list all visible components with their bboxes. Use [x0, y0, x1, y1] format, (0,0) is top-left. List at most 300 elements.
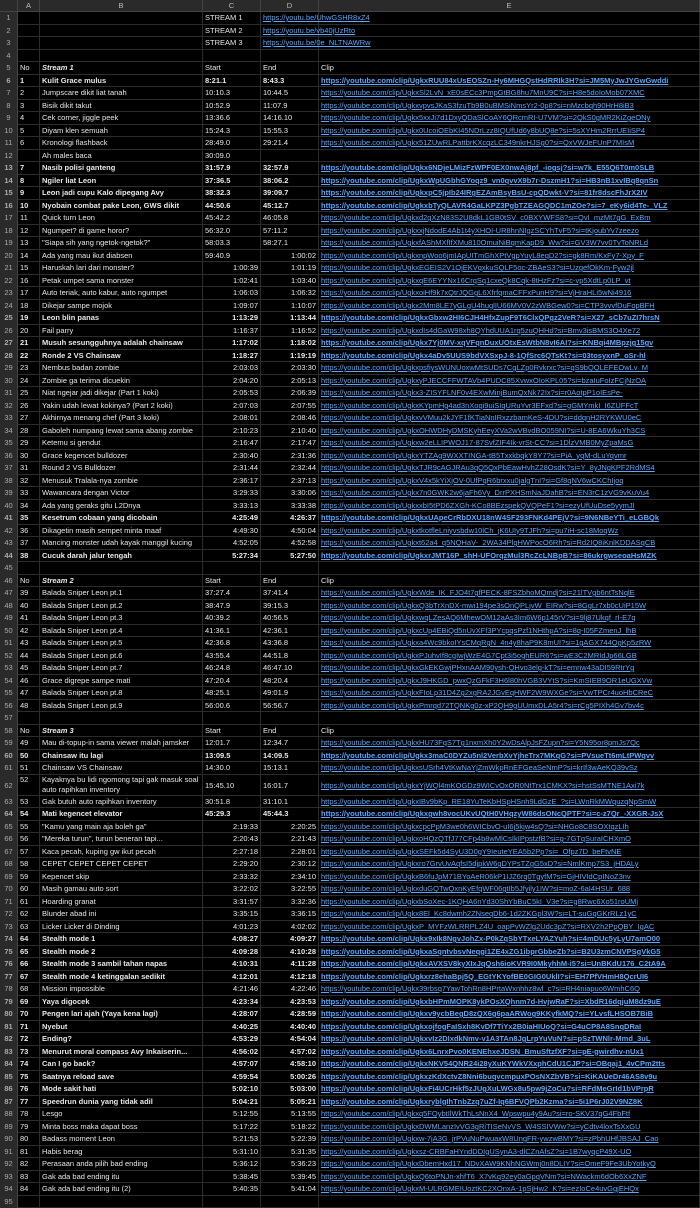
cell-start[interactable]: 45:42.2	[203, 212, 261, 225]
cell-end[interactable]: 49:01.9	[261, 687, 319, 700]
cell-start[interactable]: 2:27:18	[203, 846, 261, 859]
cell-clip[interactable]: https://youtube.com/clip/UgkxFIoLp31D4Zg2xgRA2JGvEqHWF2W9WXGe?si=VwTPCr4uoHbCReC	[319, 687, 700, 700]
cell-start[interactable]: 4:28:07	[203, 1008, 261, 1021]
cell-start[interactable]: 2:10:23	[203, 425, 261, 438]
cell-title[interactable]: Lesgo	[40, 1108, 203, 1121]
cell-title[interactable]: Masih gamau auto sort	[40, 883, 203, 896]
cell-end[interactable]: End	[261, 575, 319, 588]
row-number[interactable]: 8	[0, 100, 18, 113]
cell-no[interactable]: 67	[18, 971, 40, 984]
row-number[interactable]: 22	[0, 275, 18, 288]
cell-start[interactable]: 1:00:39	[203, 262, 261, 275]
row-number[interactable]: 70	[0, 883, 18, 896]
cell-clip[interactable]: https://youtube.com/clip/Ugkxrz8ehaBpj5Q_EGtYKYofBE0GIG0UklI?si=EH7PfVHmH8QcrUI6	[319, 971, 700, 984]
cell-clip[interactable]: https://youtube.com/clip/Ugkxq5FQybtIlWkThLsNnX4_Wpswpu4y9Au?si=ro-SKV37qG4FbFtf	[319, 1108, 700, 1121]
cell-end[interactable]: 4:54:04	[261, 1033, 319, 1046]
cell-start[interactable]: 2:08:01	[203, 412, 261, 425]
cell-title[interactable]: Ada yang mau ikut diabsen	[40, 250, 203, 263]
cell-no[interactable]: 59	[18, 871, 40, 884]
cell-start[interactable]: 4:10:31	[203, 958, 261, 971]
cell-start[interactable]: 56:32.0	[203, 225, 261, 238]
cell-no[interactable]: 24	[18, 375, 40, 388]
cell-start[interactable]: 13:09.5	[203, 750, 261, 763]
row-number[interactable]: 75	[0, 946, 18, 959]
cell-end[interactable]: https://youtu.be/UhwGSHR8xZ4	[261, 12, 319, 25]
cell-start[interactable]: 1:17:02	[203, 337, 261, 350]
cell-clip[interactable]: https://youtube.com/clip/UgkxoiHf9k7xQtrJQGgL6XfrfqmaCFFxPunH9?si=VjHraHLi5wNi4916	[319, 287, 700, 300]
cell-start[interactable]: 4:56:02	[203, 1046, 261, 1059]
cell-title[interactable]: Habis berag	[40, 1146, 203, 1159]
cell-no[interactable]: 74	[18, 1058, 40, 1071]
cell-start[interactable]: Start	[203, 575, 261, 588]
cell-end[interactable]: 15:13.1	[261, 762, 319, 775]
cell-end[interactable]	[261, 1196, 319, 1208]
cell-end[interactable]: 1:19:19	[261, 350, 319, 363]
cell-no[interactable]: 66	[18, 958, 40, 971]
cell-title[interactable]: "Kamu yang main aja boleh ga"	[40, 821, 203, 834]
cell-no[interactable]: 41	[18, 612, 40, 625]
cell-start[interactable]: 42:36.8	[203, 637, 261, 650]
cell-end[interactable]: 5:39:45	[261, 1171, 319, 1184]
cell-end[interactable]: 3:33:38	[261, 500, 319, 513]
column-header-e[interactable]: E	[319, 0, 700, 11]
cell-end[interactable]: 45:44.3	[261, 808, 319, 821]
cell-clip[interactable]: https://youtube.com/clip/UgkxYTZAg9WXXTINGA-tB5TxxkbqkY8Y7?si=PiA_yqM-dLuYqvmr	[319, 450, 700, 463]
cell-start[interactable]: 1:09:07	[203, 300, 261, 313]
row-number[interactable]: 45	[0, 562, 18, 575]
cell-no[interactable]: 79	[18, 1121, 40, 1134]
cell-clip[interactable]: https://youtube.com/clip/UgkxRUU84xUsEOSZn-Hy6MHGQstHdRRIk3H?si=JM5MyJwJYGwGwddi	[319, 75, 700, 88]
cell-end[interactable]: https://youtu.be/0e_NLTNAWRw	[261, 37, 319, 50]
cell-start[interactable]: 5:17:22	[203, 1121, 261, 1134]
cell-end[interactable]: 5:31:35	[261, 1146, 319, 1159]
cell-title[interactable]: Grace kegencet bulldozer	[40, 450, 203, 463]
row-number[interactable]: 25	[0, 312, 18, 325]
row-number[interactable]: 26	[0, 325, 18, 338]
cell-no[interactable]: 9	[18, 187, 40, 200]
row-number[interactable]: 12	[0, 150, 18, 163]
cell-title[interactable]	[40, 25, 203, 38]
cell-no[interactable]	[18, 12, 40, 25]
cell-end[interactable]	[261, 712, 319, 725]
cell-no[interactable]: 46	[18, 675, 40, 688]
cell-clip[interactable]: https://youtube.com/clip/Ugkx51ZUwRLPattbrKXcqzLC349nkrHJSg0?si=QxVWJeFUnP7MIsM	[319, 137, 700, 150]
cell-start[interactable]: 40:39.2	[203, 612, 261, 625]
cell-no[interactable]: 50	[18, 750, 40, 763]
cell-start[interactable]: 4:49:30	[203, 525, 261, 538]
cell-clip[interactable]: https://youtube.com/clip/UgkxvVMuu2kJYF1fKTiaNnIRxzzbamKeS-4DU?si=ddqnH2RYKWU0eC	[319, 412, 700, 425]
row-number[interactable]: 19	[0, 237, 18, 250]
cell-title[interactable]: Bisik dikit takut	[40, 100, 203, 113]
cell-start[interactable]	[203, 712, 261, 725]
row-number[interactable]: 38	[0, 475, 18, 488]
cell-start[interactable]: 14:30.0	[203, 762, 261, 775]
cell-end[interactable]: 16:01.7	[261, 775, 319, 796]
cell-clip[interactable]	[319, 12, 700, 25]
cell-start[interactable]: Start	[203, 62, 261, 75]
cell-title[interactable]: Speedrun dunia yang tidak adil	[40, 1096, 203, 1109]
cell-end[interactable]: 4:40:40	[261, 1021, 319, 1034]
cell-clip[interactable]: https://youtube.com/clip/UgkxPJuhvIf8cgIwjWzE4G7Cpt3i5oghEUR6?si=wE3C2MRIdJp66LGB	[319, 650, 700, 663]
cell-title[interactable]: Dikagetin masih sempet minta maaf	[40, 525, 203, 538]
cell-start[interactable]: 10:10.3	[203, 87, 261, 100]
cell-clip[interactable]: https://youtube.com/clip/Ugkxt62a4_q5NQHaV-_2WA34PlgHWPocO6Rh?si=Rd2IQ8iKnlKDDASqCB	[319, 537, 700, 550]
cell-start[interactable]: 45:29.3	[203, 808, 261, 821]
cell-end[interactable]: 5:05:21	[261, 1096, 319, 1109]
row-number[interactable]: 51	[0, 637, 18, 650]
cell-start[interactable]: 3:22:02	[203, 883, 261, 896]
cell-start[interactable]: 5:02:10	[203, 1083, 261, 1096]
cell-clip[interactable]: https://youtube.com/clip/UgkxvpvsJKaS3fzuTb9B0uBMSiNmsYr2-0p8?si=nMzcbqh90HrH8iB3	[319, 100, 700, 113]
cell-end[interactable]: 8:43.3	[261, 75, 319, 88]
cell-title[interactable]: Petak umpet sama monster	[40, 275, 203, 288]
row-number[interactable]: 24	[0, 300, 18, 313]
column-header-a[interactable]: A	[18, 0, 40, 11]
cell-start[interactable]: 5:38:45	[203, 1171, 261, 1184]
cell-title[interactable]: Balada Sniper Leon pt.7	[40, 662, 203, 675]
cell-start[interactable]: 2:16:47	[203, 437, 261, 450]
cell-no[interactable]: 71	[18, 1021, 40, 1034]
cell-title[interactable]: Minta boss maka dapat boss	[40, 1121, 203, 1134]
cell-no[interactable]: 37	[18, 537, 40, 550]
cell-end[interactable]: 31:10.1	[261, 796, 319, 809]
cell-no[interactable]	[18, 562, 40, 575]
row-number[interactable]: 86	[0, 1083, 18, 1096]
cell-start[interactable]: 4:52:05	[203, 537, 261, 550]
cell-no[interactable]: 82	[18, 1158, 40, 1171]
cell-clip[interactable]: https://youtube.com/clip/UgkxaSqntvbsvNeqgi1ZE4xZG1ibprGbbeZb?si=B2U3zmCNVPSgVkG5	[319, 946, 700, 959]
row-number[interactable]: 18	[0, 225, 18, 238]
cell-clip[interactable]: https://youtube.com/clip/UgkxyPJECCFFWTAVb4PUDC85XvwxOIoKPL05?si=bzaIuFoIzFCjNzOA	[319, 375, 700, 388]
cell-end[interactable]: 12:34.7	[261, 737, 319, 750]
cell-end[interactable]: 58:27.1	[261, 237, 319, 250]
cell-end[interactable]: 5:00:26	[261, 1071, 319, 1084]
cell-end[interactable]: 4:22:46	[261, 983, 319, 996]
cell-end[interactable]: 3:30:06	[261, 487, 319, 500]
cell-clip[interactable]: https://youtube.com/clip/UgkxwqLZesAQ6MhewOM12aAs3Im6W6p145rV?si=9lj87Ukqf_rI-E7q	[319, 612, 700, 625]
cell-no[interactable]: 32	[18, 475, 40, 488]
row-number[interactable]: 35	[0, 437, 18, 450]
cell-end[interactable]	[261, 50, 319, 63]
cell-no[interactable]: 10	[18, 200, 40, 213]
cell-end[interactable]: 5:03:00	[261, 1083, 319, 1096]
cell-clip[interactable]: https://youtube.com/clip/UgkxSl2LvN_xE0sECc3PmpGtBG8hu7MnU9C?si=H8e5doIoMob07XMC	[319, 87, 700, 100]
cell-end[interactable]: 3:32:36	[261, 896, 319, 909]
column-header-d[interactable]: D	[261, 0, 319, 11]
row-number[interactable]: 64	[0, 808, 18, 821]
cell-clip[interactable]: https://youtube.com/clip/Ugkx8El_Kc8dwmh2ZNseqDb6-1d2ZKGpl3W?si=LT-suGqGKrRLz1yC	[319, 908, 700, 921]
cell-start[interactable]: 15:45.10	[203, 775, 261, 796]
cell-end[interactable]: 1:03:40	[261, 275, 319, 288]
row-number[interactable]: 95	[0, 1196, 18, 1208]
cell-title[interactable]: Niat ngejar jadi dikejar (Part 1 koki)	[40, 387, 203, 400]
cell-title[interactable]: CEPET CEPET CEPET CEPET	[40, 858, 203, 871]
cell-title[interactable]: Kesetrum cobaan yang dicobain	[40, 512, 203, 525]
cell-clip[interactable]	[319, 25, 700, 38]
cell-no[interactable]: 57	[18, 846, 40, 859]
cell-no[interactable]: 39	[18, 587, 40, 600]
cell-title[interactable]: Gak ada bad ending itu	[40, 1171, 203, 1184]
cell-end[interactable]: 14:16.10	[261, 112, 319, 125]
cell-clip[interactable]: https://youtube.com/clip/Ugkx3maC0DYZu5nl2VerbXvYjheTrx7MKqG?si=PVsueTt6mLtPWqvv	[319, 750, 700, 763]
cell-end[interactable]: 1:16:52	[261, 325, 319, 338]
cell-clip[interactable]: https://youtube.com/clip/UgkxQ6toPNJn-xhfT6_X7vKq92ey0aGpqVNm?si=NWackm6dOb6XxZNF	[319, 1171, 700, 1184]
cell-title[interactable]: Diyam klen semuah	[40, 125, 203, 138]
cell-start[interactable]: 37:27.4	[203, 587, 261, 600]
cell-title[interactable]: Kepencet skip	[40, 871, 203, 884]
cell-end[interactable]: 4:11:28	[261, 958, 319, 971]
cell-clip[interactable]: https://youtube.com/clip/UgkxGkEKGwjPHxnAAM90ysh-QHvo3elg-kT?si=emnw43aDI59RtrYg	[319, 662, 700, 675]
cell-no[interactable]: 27	[18, 412, 40, 425]
row-number[interactable]: 63	[0, 796, 18, 809]
cell-clip[interactable]: https://youtube.com/clip/UgkxtkotfleLniyvsbdw10lCh_jK6UIy9TJFh?si=pu7iH-sc18MoqWz	[319, 525, 700, 538]
cell-clip[interactable]: https://youtube.com/clip/Ugkx9xIk8NgvJohZx-P0kZqSbYTxeLYAZYuh?si=4mDUc5yLyU7amO00	[319, 933, 700, 946]
cell-start[interactable]: 5:12:55	[203, 1108, 261, 1121]
cell-end[interactable]: 48:20.4	[261, 675, 319, 688]
row-number[interactable]: 1	[0, 12, 18, 25]
cell-clip[interactable]: https://youtube.com/clip/UgkxTJR9cAGJRAu3qQ5QxPbEawHvhZ28OsdK?si=Y_8yJNgKPF2RdMS4	[319, 462, 700, 475]
cell-no[interactable]: 52	[18, 775, 40, 796]
corner-cell[interactable]	[0, 0, 18, 11]
cell-clip[interactable]: https://youtube.com/clip/UgkxUApeCrRbDXU18nW4SF293FNKd4PEjV?si=9N6NBeYTi_eLGBQk	[319, 512, 700, 525]
cell-title[interactable]: Stealth mode 1	[40, 933, 203, 946]
cell-start[interactable]: 2:19:33	[203, 821, 261, 834]
cell-clip[interactable]: https://youtube.com/clip/Ugkx7Yj0MV-xqVFqnDuxUOtxEsWtbN8vI6AI?si=KNBqi4MBpzjg15gv	[319, 337, 700, 350]
cell-title[interactable]: Stream 2	[40, 575, 203, 588]
cell-title[interactable]: Stealth mode 3 sambil tahan napas	[40, 958, 203, 971]
cell-title[interactable]: Balada Sniper Leon pt.3	[40, 612, 203, 625]
cell-end[interactable]: 2:21:43	[261, 833, 319, 846]
cell-clip[interactable]: https://youtube.com/clip/Ugkx6NDjeLMizFzWPF0EX0nwAj8pf_-iogsj?si=w7k_E55Q6T0m0SLB	[319, 162, 700, 175]
cell-clip[interactable]: https://youtube.com/clip/UgkxPmrqd72TQNKg0z-xP2QH9gUUmxDLA5r4?si=rCg5PIXh4Gv7bv4c	[319, 700, 700, 713]
cell-start[interactable]: 31:57.9	[203, 162, 261, 175]
cell-clip[interactable]: https://youtube.com/clip/UgkxWpUGbhGYoqz9_vn0qvvX9b7r-DszmH1?si=HB3nB1xvIBq8qnSn	[319, 175, 700, 188]
cell-start[interactable]: STREAM 2	[203, 25, 261, 38]
cell-start[interactable]: 4:12:01	[203, 971, 261, 984]
cell-no[interactable]: 53	[18, 796, 40, 809]
cell-no[interactable]	[18, 150, 40, 163]
cell-clip[interactable]: https://youtube.com/clip/Ugkxw2eLLIPWOJ17-87SvfZIF4Ik-vrSt-CC?si=1DlzVMB0MyZpaMsG	[319, 437, 700, 450]
cell-start[interactable]: 58:03.3	[203, 237, 261, 250]
row-number[interactable]: 34	[0, 425, 18, 438]
row-number[interactable]: 61	[0, 762, 18, 775]
cell-start[interactable]	[203, 1196, 261, 1208]
cell-title[interactable]: Badass moment Leon	[40, 1133, 203, 1146]
cell-clip[interactable]: https://youtube.com/clip/UgkxDbemHxd17_NDvXAW9KNhNGWmj0n8DLIY?si=OmeF9Fe3UbYotkyQ	[319, 1158, 700, 1171]
cell-end[interactable]: 5:41:04	[261, 1183, 319, 1196]
cell-title[interactable]: Pengen lari ajah (Yaya kena lagi)	[40, 1008, 203, 1021]
cell-end[interactable]: 2:03:30	[261, 362, 319, 375]
cell-start[interactable]: 5:27:34	[203, 550, 261, 563]
cell-clip[interactable]: https://youtube.com/clip/UgkxbSoXec-1KQHA6nYd30ShYbBuC5kI_V3e?si=g8Rwc6Xo51roUMj	[319, 896, 700, 909]
row-number[interactable]: 15	[0, 187, 18, 200]
cell-title[interactable]: Menurut moral compass Avy Inkaiserin...	[40, 1046, 203, 1059]
row-number[interactable]: 32	[0, 400, 18, 413]
cell-clip[interactable]: Clip	[319, 575, 700, 588]
cell-start[interactable]: 10:52.9	[203, 100, 261, 113]
cell-start[interactable]: 2:03:03	[203, 362, 261, 375]
cell-start[interactable]: 2:20:43	[203, 833, 261, 846]
cell-no[interactable]: 62	[18, 908, 40, 921]
cell-title[interactable]: Wawancara dengan Victor	[40, 487, 203, 500]
cell-end[interactable]: 1:00:02	[261, 250, 319, 263]
cell-end[interactable]: 5:18:22	[261, 1121, 319, 1134]
cell-start[interactable]: 28:49.0	[203, 137, 261, 150]
cell-end[interactable]: 3:36:15	[261, 908, 319, 921]
cell-title[interactable]: Ngiler liat Leon	[40, 175, 203, 188]
cell-no[interactable]: 31	[18, 462, 40, 475]
cell-no[interactable]: 48	[18, 700, 40, 713]
cell-end[interactable]: 29:21.4	[261, 137, 319, 150]
row-number[interactable]: 37	[0, 462, 18, 475]
row-number[interactable]: 91	[0, 1146, 18, 1159]
cell-title[interactable]	[40, 50, 203, 63]
cell-start[interactable]: 3:33:13	[203, 500, 261, 513]
cell-start[interactable]: 4:21:46	[203, 983, 261, 996]
cell-title[interactable]: Mode sakit hati	[40, 1083, 203, 1096]
cell-title[interactable]	[40, 1196, 203, 1208]
row-number[interactable]: 94	[0, 1183, 18, 1196]
cell-no[interactable]: 3	[18, 100, 40, 113]
row-number[interactable]: 54	[0, 675, 18, 688]
cell-title[interactable]: Mission impossible	[40, 983, 203, 996]
row-number[interactable]: 48	[0, 600, 18, 613]
row-number[interactable]: 57	[0, 712, 18, 725]
row-number[interactable]: 21	[0, 262, 18, 275]
row-number[interactable]: 4	[0, 50, 18, 63]
cell-end[interactable]: 2:28:01	[261, 846, 319, 859]
cell-title[interactable]: Gak ada bad ending itu (2)	[40, 1183, 203, 1196]
cell-no[interactable]: 7	[18, 162, 40, 175]
cell-title[interactable]: Ada yang geraks gitu L2Dnya	[40, 500, 203, 513]
row-number[interactable]: 16	[0, 200, 18, 213]
cell-no[interactable]: 80	[18, 1133, 40, 1146]
cell-end[interactable]: 46:47.10	[261, 662, 319, 675]
row-number[interactable]: 46	[0, 575, 18, 588]
cell-no[interactable]: 21	[18, 337, 40, 350]
cell-no[interactable]: 23	[18, 362, 40, 375]
cell-clip[interactable]: https://youtube.com/clip/UgkxP_MYFzWLRRPLZ4U_oapPvWZlg2Udc3pZ?si=RXV2h2PpQBY_IgAC	[319, 921, 700, 934]
cell-no[interactable]: 65	[18, 946, 40, 959]
cell-title[interactable]: Dikejar sampe mojok	[40, 300, 203, 313]
cell-clip[interactable]: https://youtube.com/clip/UgkxzKdXctvZ8Nni6buqvcmpuxPOsNXZbVB?si=KiKAUeDr46AS8v9u	[319, 1071, 700, 1084]
cell-start[interactable]: 5:40:35	[203, 1183, 261, 1196]
cell-title[interactable]: Hoarding granat	[40, 896, 203, 909]
cell-end[interactable]	[261, 150, 319, 163]
cell-start[interactable]: 1:13:29	[203, 312, 261, 325]
cell-start[interactable]: 4:09:28	[203, 946, 261, 959]
cell-start[interactable]: 12:01.7	[203, 737, 261, 750]
cell-no[interactable]: 78	[18, 1108, 40, 1121]
row-number[interactable]: 67	[0, 846, 18, 859]
cell-clip[interactable]: https://youtube.com/clip/UgkxAVXSV8kyXIxJqQsh6ioKVR9I0MkyhhM-i5?si=UnBKdU176_C2tA9A	[319, 958, 700, 971]
row-number[interactable]: 2	[0, 25, 18, 38]
cell-title[interactable]: Round 2 VS Bulldozer	[40, 462, 203, 475]
row-number[interactable]: 40	[0, 500, 18, 513]
cell-start[interactable]: 5:04:21	[203, 1096, 261, 1109]
cell-no[interactable]: 35	[18, 512, 40, 525]
cell-end[interactable]: 2:31:36	[261, 450, 319, 463]
cell-no[interactable]: 58	[18, 858, 40, 871]
cell-clip[interactable]: https://youtube.com/clip/Ugkx5xxJi7d1DxyQDaSlCoAY6QRcmRI-U7VM?si=2QkS0gMR2KiZgeONy	[319, 112, 700, 125]
cell-clip[interactable]: https://youtube.com/clip/UgkxoHQzQTfJ77CFp4b8wMlCsIkIPpstzfB?si=g-7GTqSuraICHXmO	[319, 833, 700, 846]
row-number[interactable]: 82	[0, 1033, 18, 1046]
cell-clip[interactable]: https://youtube.com/clip/UgkxbTyQLAVR4GaLKPZ3PgbTZEAGQDC1mZOe?si=7_eKy6id4Te-_VLZ	[319, 200, 700, 213]
cell-clip[interactable]: https://youtube.com/clip/UgkxduGQTwQxnKyEfqWF06gtIb5Jfyily1IW?si=moZ-6aI4HSUr_688	[319, 883, 700, 896]
cell-no[interactable]: 70	[18, 1008, 40, 1021]
cell-title[interactable]: Blunder abad ini	[40, 908, 203, 921]
cell-end[interactable]: 4:23:53	[261, 996, 319, 1009]
row-number[interactable]: 87	[0, 1096, 18, 1109]
row-number[interactable]: 20	[0, 250, 18, 263]
row-number[interactable]: 89	[0, 1121, 18, 1134]
cell-no[interactable]: 28	[18, 425, 40, 438]
cell-title[interactable]: Ah males baca	[40, 150, 203, 163]
cell-no[interactable]: 75	[18, 1071, 40, 1084]
cell-end[interactable]: 1:18:02	[261, 337, 319, 350]
cell-start[interactable]: Start	[203, 725, 261, 738]
cell-start[interactable]: 41:36.1	[203, 625, 261, 638]
row-number[interactable]: 13	[0, 162, 18, 175]
cell-clip[interactable]: https://youtube.com/clip/Ugkx6LnrxPvo0KENEhxeJDSN_BmuSftzfXF?si=pE-gwirdhv-nUx1	[319, 1046, 700, 1059]
cell-start[interactable]: 3:29:33	[203, 487, 261, 500]
cell-no[interactable]	[18, 25, 40, 38]
cell-title[interactable]: Musuh sesungguhnya adalah chainsaw	[40, 337, 203, 350]
cell-title[interactable]: Nyobain combat pake Leon, GWS dikit	[40, 200, 203, 213]
row-number[interactable]: 43	[0, 537, 18, 550]
cell-no[interactable]: 33	[18, 487, 40, 500]
cell-title[interactable]: Mau di-topup-in sama viewer malah jamsker	[40, 737, 203, 750]
cell-end[interactable]: 3:22:55	[261, 883, 319, 896]
cell-title[interactable]: Ronde 2 VS Chainsaw	[40, 350, 203, 363]
cell-title[interactable]: Yaya digocek	[40, 996, 203, 1009]
cell-clip[interactable]: https://youtube.com/clip/UgkxbHPmMOPK8ykPOsXQhnm7d-HvjwRaF?si=XbdR16dqjuM8dz9uE	[319, 996, 700, 1009]
cell-clip[interactable]: https://youtube.com/clip/UgkxDWMLanzIvVG3gRiTISeNvVS_W4SSIVWw?si=yCdtv4loxTsXxGU	[319, 1121, 700, 1134]
cell-start[interactable]: 3:35:15	[203, 908, 261, 921]
cell-title[interactable]: Akhirnya menang chef (Part 3 koki)	[40, 412, 203, 425]
cell-clip[interactable]: https://youtube.com/clip/UgkxdIs4dGaW98xh8QYhdUUA1rq5zuQHHd?si=Bmv3isBMS3O4Xe72	[319, 325, 700, 338]
cell-no[interactable]: 8	[18, 175, 40, 188]
cell-title[interactable]: Grace digrepe sampe mati	[40, 675, 203, 688]
row-number[interactable]: 85	[0, 1071, 18, 1084]
cell-title[interactable]: Cek corner, jiggle peek	[40, 112, 203, 125]
cell-end[interactable]: 2:07:55	[261, 400, 319, 413]
cell-end[interactable]: 4:02:02	[261, 921, 319, 934]
row-number[interactable]: 44	[0, 550, 18, 563]
cell-no[interactable]: 18	[18, 300, 40, 313]
cell-start[interactable]: 44:50.6	[203, 200, 261, 213]
cell-clip[interactable]: https://youtube.com/clip/UgkxpC5jpIb24IRgEZAmBsyBsU-cpQDwkt-V?si=81fr8dscFhJrX2IV	[319, 187, 700, 200]
row-number[interactable]: 55	[0, 687, 18, 700]
cell-no[interactable]: 22	[18, 350, 40, 363]
cell-end[interactable]: 32:57.9	[261, 162, 319, 175]
cell-no[interactable]: 6	[18, 137, 40, 150]
cell-clip[interactable]: https://youtube.com/clip/Ugkx4aDv5UUS9bdVXSxpJ-8-1QfSrc6QTsKt?si=03tosyxnP_oSr-hl	[319, 350, 700, 363]
cell-end[interactable]: 2:05:13	[261, 375, 319, 388]
row-number[interactable]: 65	[0, 821, 18, 834]
row-number[interactable]: 92	[0, 1158, 18, 1171]
cell-clip[interactable]: https://youtube.com/clip/Ugkx3-ZISYFLNF0v4EXwMinjBumQxNk72Ix?si=r0AotpP1oIEsPe-	[319, 387, 700, 400]
cell-clip[interactable]: https://youtube.com/clip/UgkxB6fuJpM71BYoAeR06kP1IJZ6rq0TgyfM?si=GjHIVIdCpINoZ3nv	[319, 871, 700, 884]
cell-title[interactable]: Gak butuh auto rapihkan inventory	[40, 796, 203, 809]
cell-title[interactable]: Stealth mode 4 ketinggalan sedikit	[40, 971, 203, 984]
cell-clip[interactable]	[319, 562, 700, 575]
cell-start[interactable]: 1:02:41	[203, 275, 261, 288]
cell-end[interactable]: 1:10:07	[261, 300, 319, 313]
cell-clip[interactable]: https://youtube.com/clip/UgkxpsfiysWUNUoxwMtSUDs7CgLZp0Rvkrxc?si=qS9bQQLEFEOwLv_M	[319, 362, 700, 375]
cell-clip[interactable]	[319, 150, 700, 163]
cell-start[interactable]: 37:36.5	[203, 175, 261, 188]
